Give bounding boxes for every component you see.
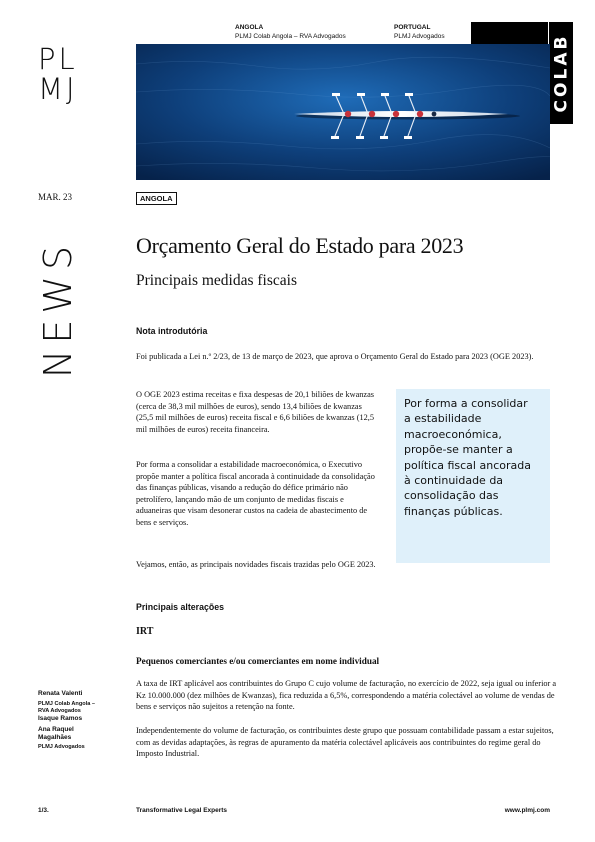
pull-quote-text: Por forma a consolidar a estabilidade macroeconómica, propõe-se manter a política fiscal ancorada à continuidade da consolidação das finanças públicas.	[404, 397, 531, 518]
news-side-title-text: NEWS	[36, 239, 81, 379]
plmj-logo	[38, 44, 78, 104]
header-portugal	[394, 23, 445, 41]
author-affiliation: PLMJ Advogados	[38, 744, 85, 750]
body-paragraph-2: Independentemente do volume de facturação, os contribuintes deste grupo que possuam contabilidade passam a estar sujeitos, com as devidas adaptações, às regras de apuramento da matéria colectável aplicáveis aos contribuintes do regime geral do Imposto Industrial.	[136, 726, 554, 758]
column-paragraph-3: Vejamos, então, as principais novidades fiscais trazidas pelo OGE 2023.	[136, 560, 376, 569]
header-portugal-firm: PLMJ Advogados	[394, 33, 445, 40]
subheading-small-traders: Pequenos comerciantes e/ou comerciantes em nome individual	[136, 656, 380, 666]
header-angola-firm: PLMJ Colab Angola – RVA Advogados	[235, 33, 346, 40]
authors-block	[38, 690, 128, 751]
header-angola	[235, 23, 346, 41]
news-side-title	[0, 239, 118, 379]
colab-label: COLAB	[551, 33, 571, 113]
header-angola-label: ANGOLA	[235, 24, 264, 31]
body-paragraph-1: A taxa de IRT aplicável aos contribuintes do Grupo C cujo volume de facturação, no exercício de 2022, seja igual ou inferior a Kz 10.000.000 (dez milhões de Kwanzas), fica reduzida a 6,5%, correspondendo a matéria colectável ao volume de vendas de bens e serviços não sujeitos a retenção na fonte.	[136, 679, 557, 711]
subsection-irt: IRT	[136, 626, 154, 637]
logo-line-1: PL	[38, 42, 78, 76]
footer-tagline: Transformative Legal Experts	[136, 807, 228, 814]
logo-line-2: MJ	[38, 72, 78, 106]
pull-quote-box	[396, 389, 550, 563]
intro-paragraph: Foi publicada a Lei n.º 2/23, de 13 de março de 2023, que aprova o Orçamento Geral do Estado para 2023 (OGE 2023).	[136, 352, 534, 361]
footer-url-link[interactable]: www.plmj.com	[504, 807, 550, 814]
section-heading-intro: Nota introdutória	[136, 326, 208, 336]
column-paragraph-1: O OGE 2023 estima receitas e fixa despesas de 20,1 biliões de kwanzas (cerca de 38,3 mil milhões de euros), sendo 13,4 biliões de kwanzas (25,5 mil milhões de euros) receita fiscal e 6,6 biliões de kwanzas (12,5 mil milhões de euros) receita financeira.	[136, 390, 375, 434]
page-number: 1/3.	[38, 807, 49, 814]
colab-tab	[549, 22, 573, 124]
jurisdiction-tag: ANGOLA	[136, 192, 177, 205]
column-paragraph-2: Por forma a consolidar a estabilidade macroeconómica, o Executivo propõe manter a política fiscal ancorada à continuidade da consolidação das finanças públicas, visando a redução do défice primário não petrolífero, lançando mão de um conjunto de medidas fiscais e aduaneiras que visam desonerar custos na cadeia de abastecimento de bens e serviços.	[136, 460, 375, 527]
issue-date: MAR. 23	[38, 192, 73, 202]
author-name: Renata Valenti	[38, 690, 83, 697]
section-heading-changes: Principais alterações	[136, 602, 225, 612]
author-affiliation: PLMJ Colab Angola – RVA Advogados	[38, 701, 95, 714]
page-subtitle: Principais medidas fiscais	[136, 272, 297, 289]
page-title: Orçamento Geral do Estado para 2023	[136, 233, 464, 258]
author-name: Ana Raquel Magalhães	[38, 726, 74, 741]
header-portugal-label: PORTUGAL	[394, 24, 431, 31]
author-name: Isaque Ramos	[38, 715, 83, 722]
hero-image-rowing	[136, 44, 550, 180]
colab-header-block	[471, 22, 548, 45]
